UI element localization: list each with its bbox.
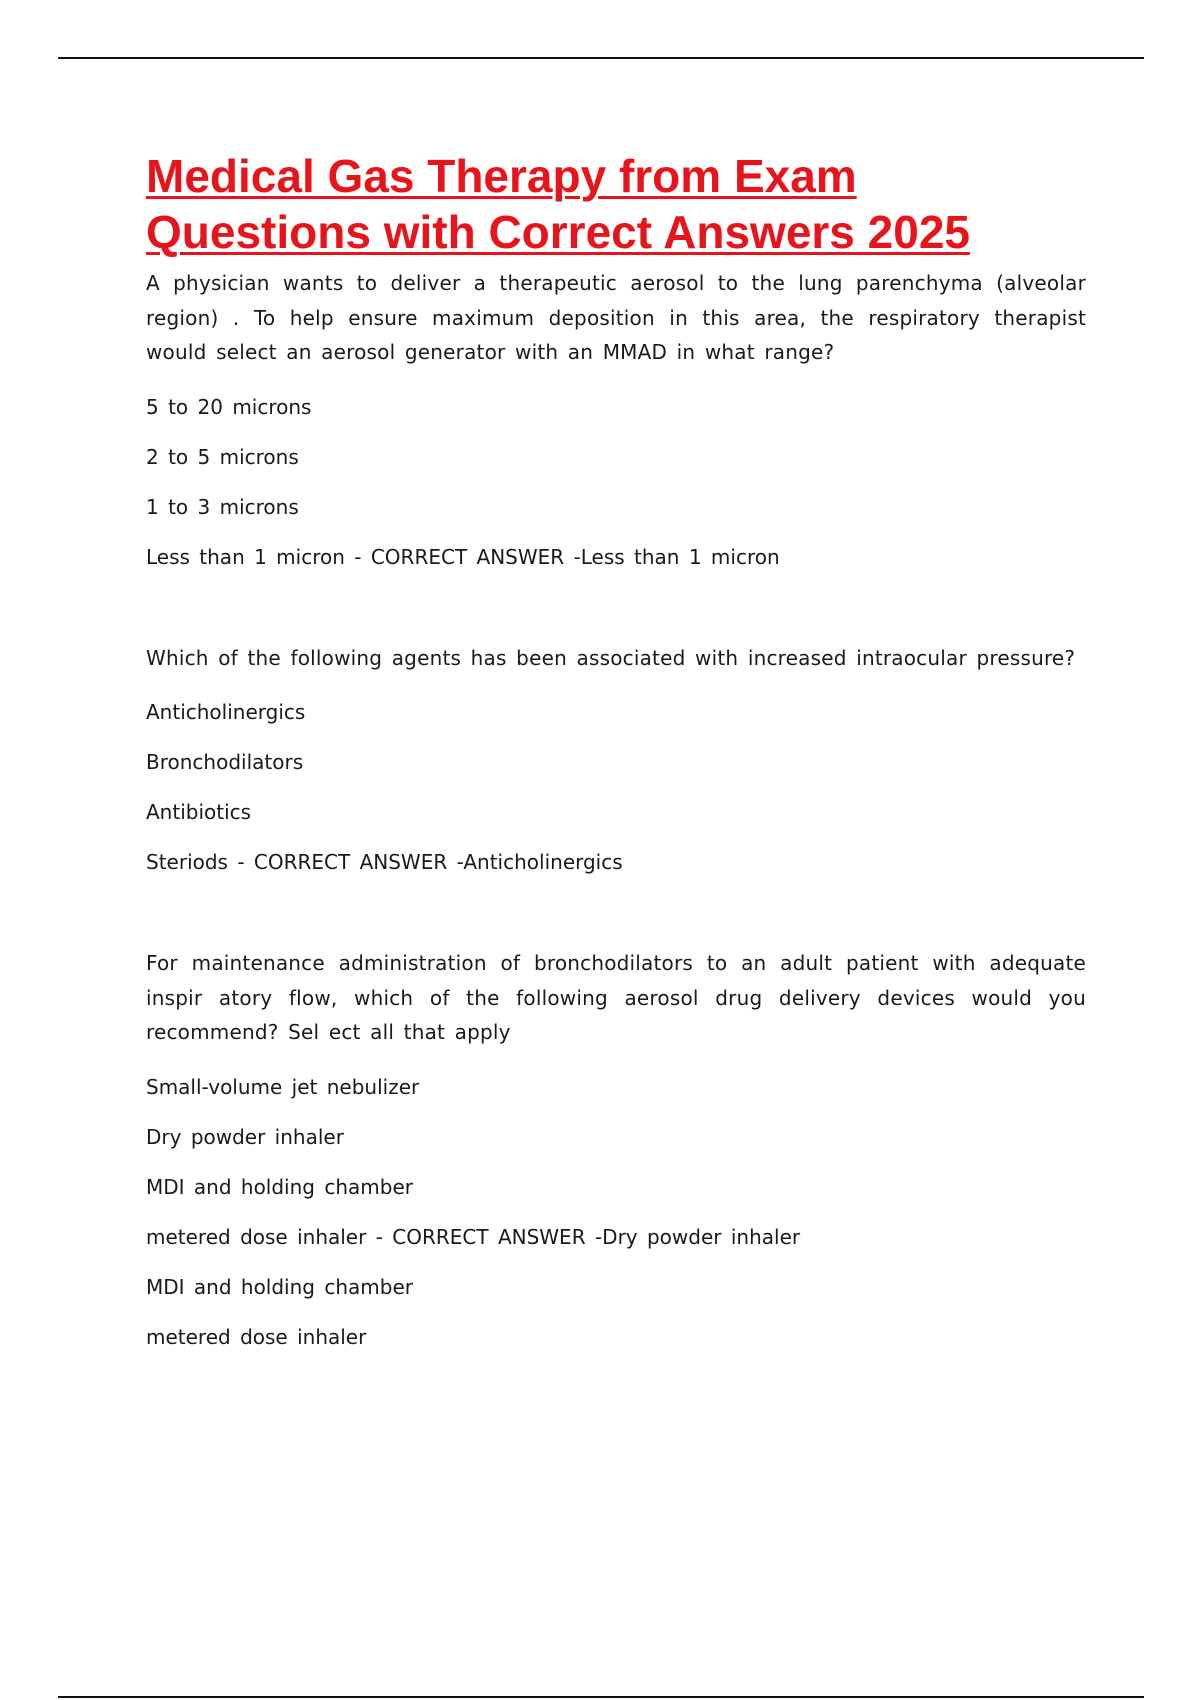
question-2-option: Bronchodilators <box>146 750 304 774</box>
question-1-text: A physician wants to deliver a therapeutic aerosol to the lung parenchyma (alveolar region) . To help ensure maximum deposition in this area, the respiratory therapist would select an aerosol generator with an MMAD in what range? <box>146 271 1086 364</box>
question-3-text: For maintenance administration of bronchodilators to an adult patient with adequate inspir atory flow, which of the following aerosol drug delivery devices would you recommend? Sel ect all that apply <box>146 951 1086 1044</box>
question-2-option: Anticholinergics <box>146 700 306 724</box>
question-1-option: 5 to 20 microns <box>146 394 312 419</box>
question-1-option: 1 to 3 microns <box>146 494 299 519</box>
question-1-answer: Less than 1 micron - CORRECT ANSWER -Less than 1 micron <box>146 544 780 569</box>
question-3-answer: metered dose inhaler - CORRECT ANSWER -Dry powder inhaler <box>146 1224 801 1249</box>
question-3-option: Dry powder inhaler <box>146 1124 344 1149</box>
question-2-text: Which of the following agents has been associated with increased intraocular pressure? <box>146 645 1076 670</box>
question-1-option: 2 to 5 microns <box>146 444 299 469</box>
document-body <box>146 148 1086 1350</box>
question-3-option: metered dose inhaler <box>146 1324 367 1349</box>
question-3-option: MDI and holding chamber <box>146 1174 413 1199</box>
title-line-1: Medical Gas Therapy from Exam <box>146 150 857 202</box>
document-title <box>146 148 1086 260</box>
question-2-option: Antibiotics <box>146 800 252 824</box>
question-3-option: Small-volume jet nebulizer <box>146 1074 420 1099</box>
question-2-answer: Steriods - CORRECT ANSWER -Anticholinergics <box>146 850 623 874</box>
header-rule <box>58 57 1144 59</box>
title-line-2: Questions with Correct Answers 2025 <box>146 206 971 258</box>
question-3-option: MDI and holding chamber <box>146 1274 413 1299</box>
footer-rule <box>58 1696 1144 1698</box>
